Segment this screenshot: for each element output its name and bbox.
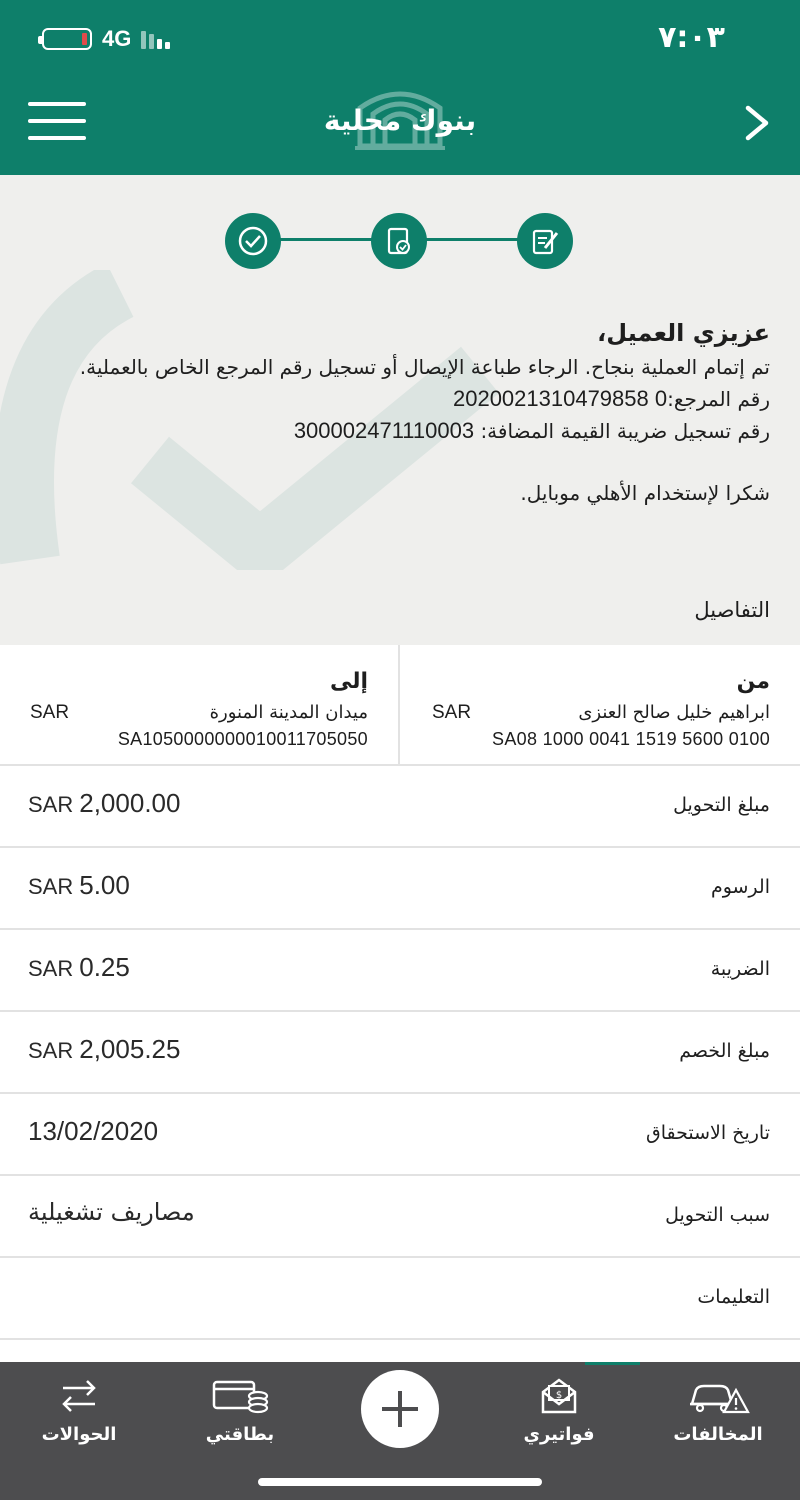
to-account: [0, 645, 400, 766]
greeting-text: عزيزي العميل،: [597, 319, 770, 347]
chevron-right-icon[interactable]: [742, 104, 772, 142]
transfer-parties: [0, 645, 800, 766]
nav-bills[interactable]: [494, 1374, 624, 1454]
progress-steps: [225, 213, 575, 265]
home-indicator[interactable]: [258, 1478, 542, 1486]
battery-icon: [42, 28, 92, 50]
confirmation-panel: [0, 175, 800, 645]
nav-bills-label: فواتيري: [523, 1424, 595, 1445]
reference-number: 2020021310479858 0: [452, 386, 668, 411]
add-button[interactable]: [361, 1370, 439, 1448]
nav-transfers[interactable]: [14, 1374, 144, 1454]
from-currency: SAR: [432, 702, 472, 723]
nav-cards-label: بطاقتي: [205, 1424, 275, 1445]
amount-value: SAR 2,000.00: [28, 788, 181, 818]
to-iban: SA1050000000010011705050: [117, 729, 368, 749]
vat-label: رقم تسجيل ضريبة القيمة المضافة:: [480, 419, 770, 443]
from-label: من: [736, 669, 770, 694]
network-type: 4G: [102, 26, 132, 51]
status-time: ٧:٠٣: [658, 20, 725, 55]
status-bar-left: [42, 26, 170, 52]
reason-value: مصاريف تشغيلية: [28, 1198, 195, 1226]
nav-cards[interactable]: [175, 1374, 305, 1454]
menu-button[interactable]: [28, 102, 86, 142]
detail-row-tax: [0, 930, 800, 1012]
signal-icon: [141, 29, 170, 49]
vat-number: 300002471110003: [293, 418, 475, 443]
app-header: [0, 0, 800, 175]
detail-row-reason: [0, 1176, 800, 1258]
fees-label: الرسوم: [710, 876, 770, 898]
reference-line: [50, 383, 770, 415]
reason-label: سبب التحويل: [665, 1204, 770, 1226]
due-date-label: تاريخ الاستحقاق: [645, 1122, 770, 1144]
confirmation-message: [50, 315, 770, 509]
amount-label: مبلغ التحويل: [673, 794, 770, 816]
page-title: بنوك محلية: [323, 104, 477, 137]
hamburger-icon: [28, 102, 86, 106]
from-account: [402, 645, 800, 766]
tax-value: SAR 0.25: [28, 952, 130, 982]
nav-violations[interactable]: [653, 1374, 783, 1454]
to-name: ميدان المدينة المنورة: [209, 702, 368, 723]
detail-row-debit: [0, 1012, 800, 1094]
detail-row-due-date: [0, 1094, 800, 1176]
bottom-navigation: [0, 1362, 800, 1500]
instructions-label: التعليمات: [697, 1286, 770, 1308]
nav-active-indicator: [585, 1362, 640, 1365]
detail-row-amount: [0, 766, 800, 848]
debit-value: SAR 2,005.25: [28, 1034, 181, 1064]
step-complete-icon: [225, 213, 281, 269]
fees-value: SAR 5.00: [28, 870, 130, 900]
to-label: إلى: [329, 669, 368, 694]
step-review-icon: [371, 213, 427, 269]
details-heading: التفاصيل: [694, 598, 770, 622]
reference-label: رقم المرجع:: [667, 387, 770, 411]
svg-text:$: $: [555, 1390, 563, 1401]
success-text: تم إتمام العملية بنجاح. الرجاء طباعة الإيصال أو تسجيل رقم المرجع الخاص بالعملية.: [79, 355, 770, 379]
tax-label: الضريبة: [710, 958, 770, 980]
nav-violations-label: المخالفات: [673, 1424, 763, 1445]
transfer-arrows-icon: [57, 1374, 101, 1418]
detail-row-instructions: [0, 1258, 800, 1340]
nav-transfers-label: الحوالات: [41, 1424, 117, 1445]
debit-label: مبلغ الخصم: [679, 1040, 770, 1062]
from-name: ابراهيم خليل صالح العنزى: [578, 702, 770, 723]
from-iban: SA08 1000 0041 1519 5600 0100: [492, 729, 770, 749]
plus-icon: [378, 1387, 422, 1431]
step-edit-icon: [517, 213, 573, 269]
details-list: [0, 766, 800, 1340]
to-currency: SAR: [30, 702, 70, 723]
car-warning-icon: [686, 1374, 750, 1418]
thanks-text: شكرا لإستخدام الأهلي موبايل.: [520, 481, 770, 505]
bill-envelope-icon: [537, 1374, 581, 1418]
card-coins-icon: [210, 1374, 270, 1418]
vat-line: [50, 415, 770, 447]
due-date-value: 13/02/2020: [28, 1116, 159, 1146]
detail-row-fees: [0, 848, 800, 930]
